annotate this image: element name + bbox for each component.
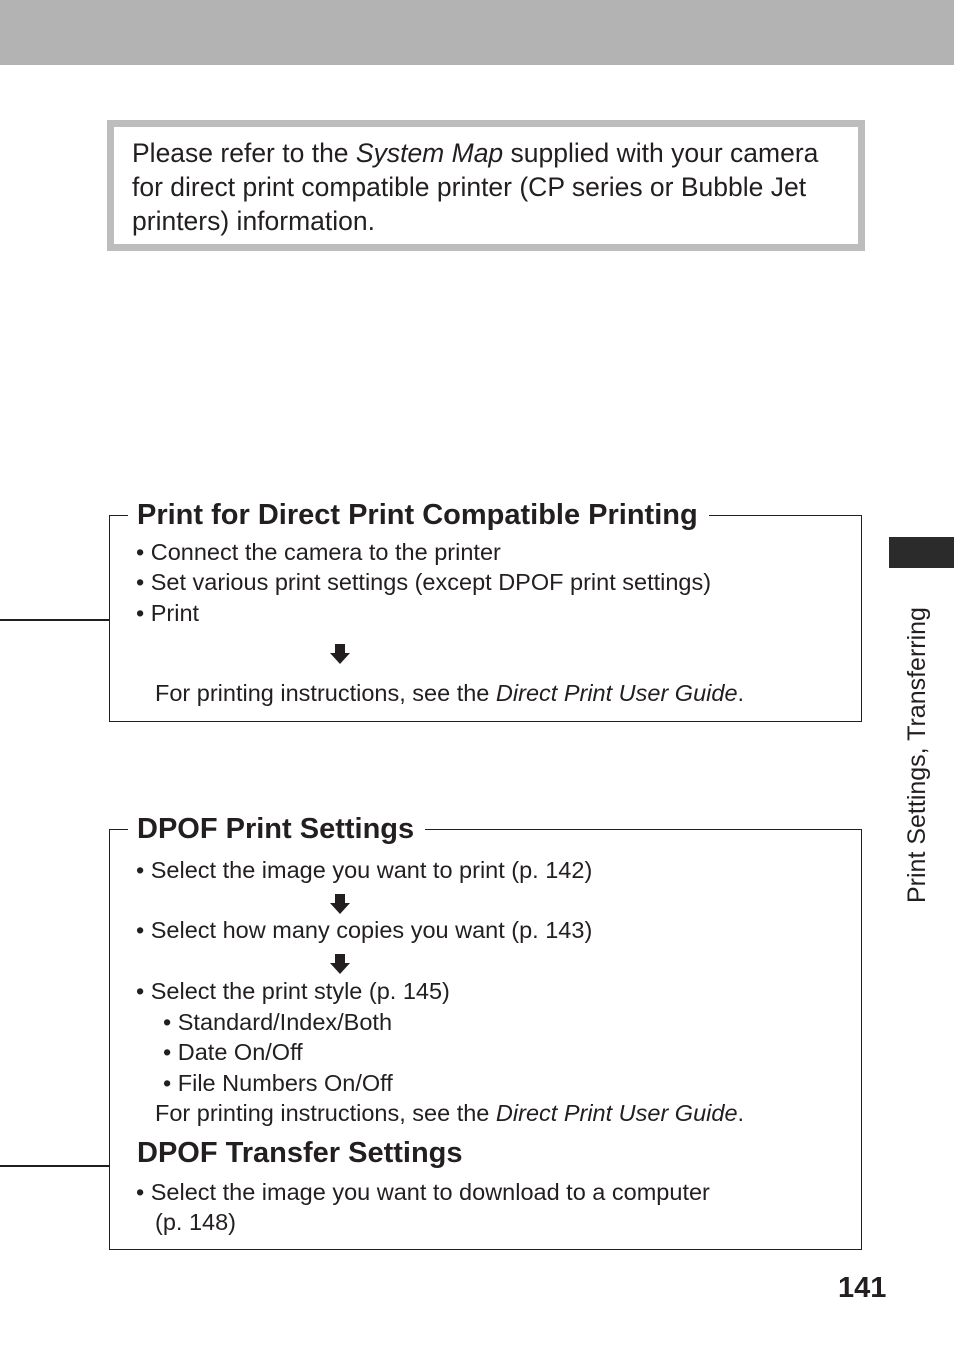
instruction-dpof bbox=[155, 1099, 744, 1127]
bullet-settings: • Set various print settings (except DPOF print settings) bbox=[136, 569, 712, 595]
chapter-tab bbox=[889, 537, 954, 568]
instruction-direct bbox=[155, 679, 744, 707]
page-number: 141 bbox=[838, 1272, 887, 1304]
section-direct-print bbox=[109, 499, 862, 722]
style-option: • Standard/Index/Both bbox=[163, 1009, 393, 1035]
bullet-print: • Print bbox=[136, 600, 200, 626]
instruction-direct-prefix: For printing instructions, see the bbox=[155, 680, 496, 706]
section-direct-print-title: Print for Direct Print Compatible Printing bbox=[128, 497, 709, 533]
note-box bbox=[107, 120, 865, 251]
connector-line-dpof bbox=[0, 1165, 110, 1167]
chapter-side-label: Print Settings, Transferring bbox=[903, 607, 931, 903]
connector-line-direct bbox=[0, 619, 110, 621]
style-option: • File Numbers On/Off bbox=[163, 1070, 393, 1096]
section-dpof-title: DPOF Print Settings bbox=[128, 811, 425, 847]
dpof-transfer-title: DPOF Transfer Settings bbox=[137, 1137, 463, 1169]
step-select-style: • Select the print style (p. 145) bbox=[136, 978, 450, 1004]
transfer-step-line1: • Select the image you want to download to a computer bbox=[136, 1179, 710, 1205]
arrow-down-icon bbox=[330, 954, 350, 974]
step-select-copies: • Select how many copies you want (p. 143) bbox=[136, 917, 593, 943]
style-option: • Date On/Off bbox=[163, 1039, 303, 1065]
instruction-direct-suffix: . bbox=[737, 680, 745, 706]
bullet-connect: • Connect the camera to the printer bbox=[136, 539, 501, 565]
note-text-part1: Please refer to the bbox=[132, 138, 356, 168]
instruction-dpof-prefix: For printing instructions, see the bbox=[155, 1100, 496, 1126]
instruction-direct-guide: Direct Print User Guide bbox=[495, 680, 738, 706]
step-select-image: • Select the image you want to print (p. 142) bbox=[136, 857, 593, 883]
note-text-part2: supplied with your camera for direct print compatible printer (CP series or Bubble Jet printers) information. bbox=[132, 138, 819, 236]
arrow-down-icon bbox=[330, 894, 350, 914]
section-dpof bbox=[109, 813, 862, 1250]
header-band bbox=[0, 0, 954, 65]
instruction-dpof-suffix: . bbox=[737, 1100, 745, 1126]
note-text-italic: System Map bbox=[355, 138, 504, 168]
arrow-down-icon bbox=[330, 644, 350, 664]
transfer-step-line2: (p. 148) bbox=[155, 1209, 236, 1235]
instruction-dpof-guide: Direct Print User Guide bbox=[495, 1100, 738, 1126]
